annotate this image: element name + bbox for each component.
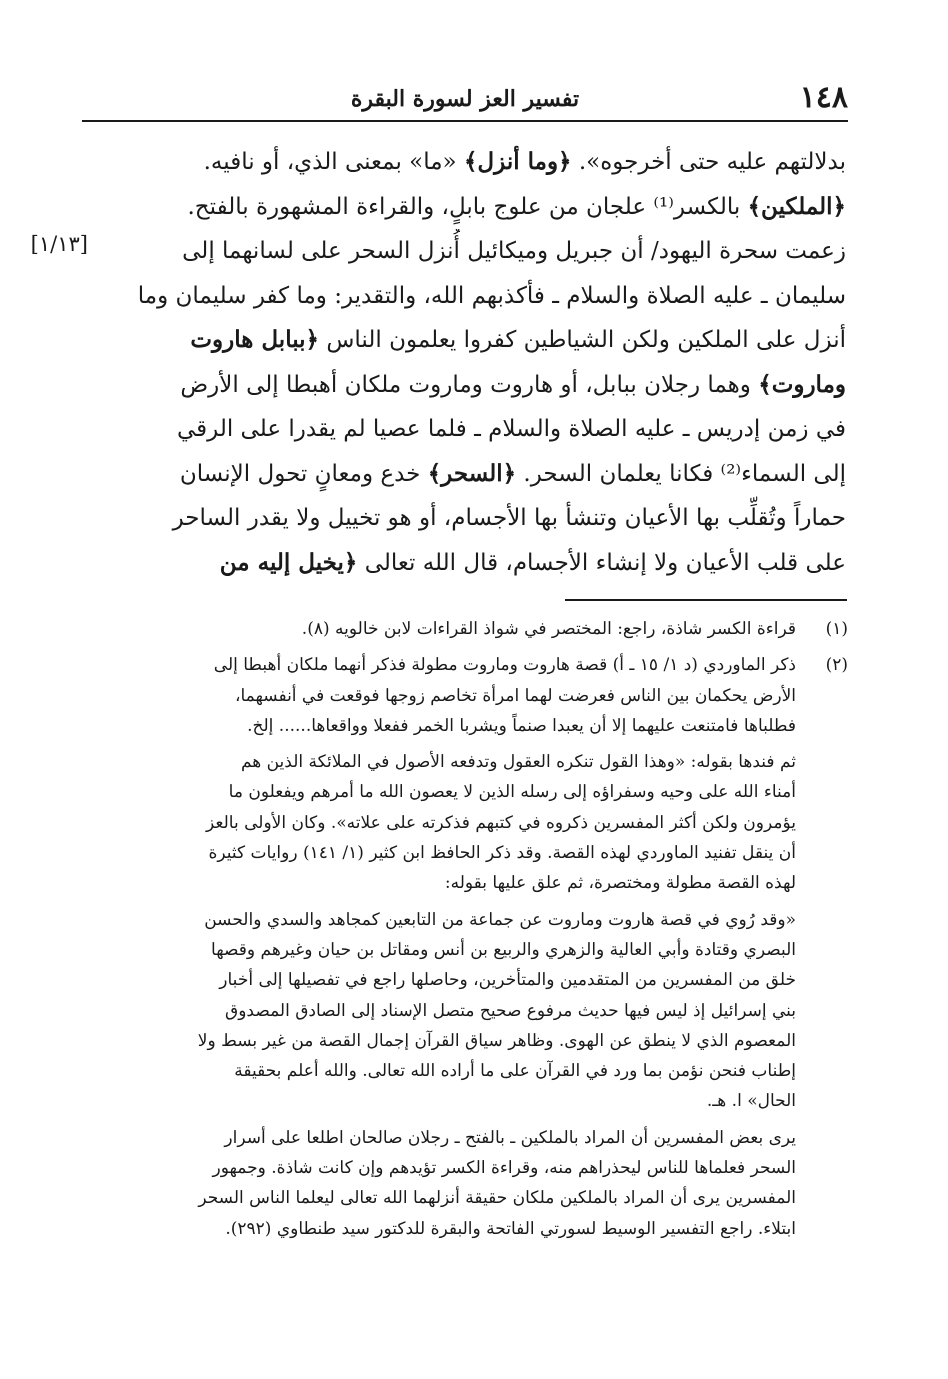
footnote-line: يرى بعض المفسرين أن المراد بالملكين ـ بالفتح ـ رجلان صالحان اطلعا على أسرار [224, 1127, 796, 1148]
text-run: في زمن إدريس ـ عليه الصلاة والسلام ـ فلما عصيا لم يقدرا على الرقي [176, 416, 846, 442]
footnote-paragraph [76, 1123, 796, 1244]
footnote-line: إطناب فنحن نؤمن بما ورد في القرآن على ما أراده الله تعالى. والله أعلم بحقيقة [234, 1061, 796, 1082]
quran-quote: ﴿ببابل هاروت [190, 326, 320, 353]
text-run: على قلب الأعيان ولا إنشاء الأجسام، قال الله تعالى [357, 549, 846, 576]
footnote [76, 650, 848, 1244]
text-line [132, 363, 846, 408]
text-run: بالكسر⁽¹⁾ علجان من علوج بابلٍ، والقراءة المشهورة بالفتح. [187, 193, 748, 220]
text-run: حماراً وتُقلِّب بها الأعيان وتنشأ بها الأجسام، أو هو تخييل ولا يقدر الساحر [172, 505, 846, 531]
quran-quote: وماروت﴾ [758, 370, 846, 398]
text-run: إلى السماء⁽²⁾ فكانا يعلمان السحر. [516, 460, 846, 487]
margin-reference: [١/١٣] [30, 232, 88, 256]
text-line [132, 274, 846, 319]
footnote-number: (١) [825, 619, 848, 639]
text-run: سليمان ـ عليه الصلاة والسلام ـ فأكذبهم الله، والتقدير: وما كفر سليمان وما [137, 282, 846, 309]
main-text [132, 140, 846, 585]
header-rule [82, 120, 848, 122]
footnote-line: الأرض يحكمان بين الناس فعرضت لهما امرأة تخاصم زوجها فوقعت في أنفسهما، [234, 685, 796, 706]
text-run: خدع ومعانٍ تحول الإنسان [179, 460, 428, 487]
footnote-line: قراءة الكسر شاذة، راجع: المختصر في شواذ القراءات لابن خالويه (٨). [301, 619, 796, 639]
quran-quote: ﴿يخيل إليه من [219, 548, 358, 576]
text-run: «ما» بمعنى الذي، أو نافيه. [203, 149, 464, 175]
footnote-line: المعصوم الذي لا ينطق عن الهوى. وظاهر سياق القرآن إجمال القصة من غير بسط ولا [197, 1030, 796, 1051]
footnote-line: المفسرين يرى أن المراد بالملكين ملكان حقيقة أنزلهما الله تعالى ليعلما الناس السحر [198, 1188, 796, 1209]
footnote-line: أن ينقل تفنيد الماوردي لهذه القصة. وقد ذكر الحافظ ابن كثير (١/ ١٤١) روايات كثيرة [208, 843, 796, 864]
footnote [76, 614, 848, 644]
text-line [132, 185, 846, 230]
footnote-line: لهذه القصة مطولة ومختصرة، ثم علق عليها بقوله: [444, 873, 796, 894]
text-line [132, 407, 846, 452]
text-run: زعمت سحرة اليهود/ أن جبريل وميكائيل أُنزل السحر على لسانهما إلى [182, 238, 846, 264]
footnote-line: فطلباها فامتنعت عليهما إلا أن يعبدا صنماً ويشربا الخمر ففعلا وواقعاها...... إلخ. [247, 715, 796, 736]
footnote-line: خلق من المفسرين من المتقدمين والمتأخرين، وحاصلها راجع في تفصيلها إلى أخبار [219, 970, 796, 991]
text-line [132, 452, 846, 497]
footnotes [76, 608, 848, 1244]
footnote-line: أمناء الله على وحيه وسفراؤه إلى رسله الذين لا يعصون الله ما أمرهم ويفعلون ما [228, 782, 796, 803]
footnote-line: يؤمرون ولكن أكثر المفسرين ذكروه في كتبهم فذكرته على علاته». وكان الأولى بالعز [206, 812, 796, 833]
text-line [132, 318, 846, 363]
footnote-line: السحر فعلماها للناس ليحذراهم منه، وقراءة الكسر تؤيدهم وإن كانت شاذة. وجمهور [212, 1158, 796, 1179]
footnote-line: ثم فندها بقوله: «وهذا القول تنكره العقول وتدفعه الأصول في الملائكة الذين هم [240, 752, 796, 773]
footnote-line: ابتلاء. راجع التفسير الوسيط لسورتي الفاتحة والبقرة للدكتور سيد طنطاوي (٢٩٢). [225, 1218, 796, 1239]
footnote-line: «وقد رُوي في قصة هاروت وماروت عن جماعة من التابعين كمجاهد والسدي والحسن [204, 909, 796, 930]
footnote-line: البصري وقتادة وأبي العالية والزهري والربيع بن أنس ومقاتل بن حيان وغيرهم وقصها [211, 939, 796, 960]
footnote-paragraph [76, 747, 796, 898]
footnote-number: (٢) [825, 655, 848, 676]
quran-quote: ﴿السحر﴾ [427, 459, 517, 487]
text-run: بدلالتهم عليه حتى أخرجوه». [571, 149, 846, 175]
footnote-line: بني إسرائيل إذ ليس فيها حديث مرفوع صحيح متصل الإسناد إلى الصادق المصدوق [225, 1000, 796, 1021]
page-header [82, 78, 848, 122]
running-title: تفسير العز لسورة البقرة [350, 86, 580, 112]
text-line [132, 541, 846, 586]
page-number: ١٤٨ [799, 80, 848, 115]
footnote-separator [565, 599, 847, 601]
text-line [132, 496, 846, 541]
footnote-paragraph [76, 650, 796, 741]
footnote-line: ذكر الماوردي (د ١/ ١٥ ـ أ) قصة هاروت وماروت مطولة فذكر أنهما ملكان أهبطا إلى [213, 655, 796, 676]
footnote-line: الحال» ا. هـ. [706, 1091, 796, 1112]
text-line [132, 140, 846, 185]
quran-quote: ﴿وما أنزل﴾ [463, 148, 572, 175]
footnote-paragraph [76, 905, 796, 1117]
text-line [132, 229, 846, 274]
text-run: أنزل على الملكين ولكن الشياطين كفروا يعلمون الناس [319, 327, 846, 353]
text-run: وهما رجلان ببابل، أو هاروت وماروت ملكان أهبطا إلى الأرض [180, 371, 759, 398]
quran-quote: ﴿الملكين﴾ [747, 192, 846, 220]
footnote-paragraph [76, 614, 796, 644]
